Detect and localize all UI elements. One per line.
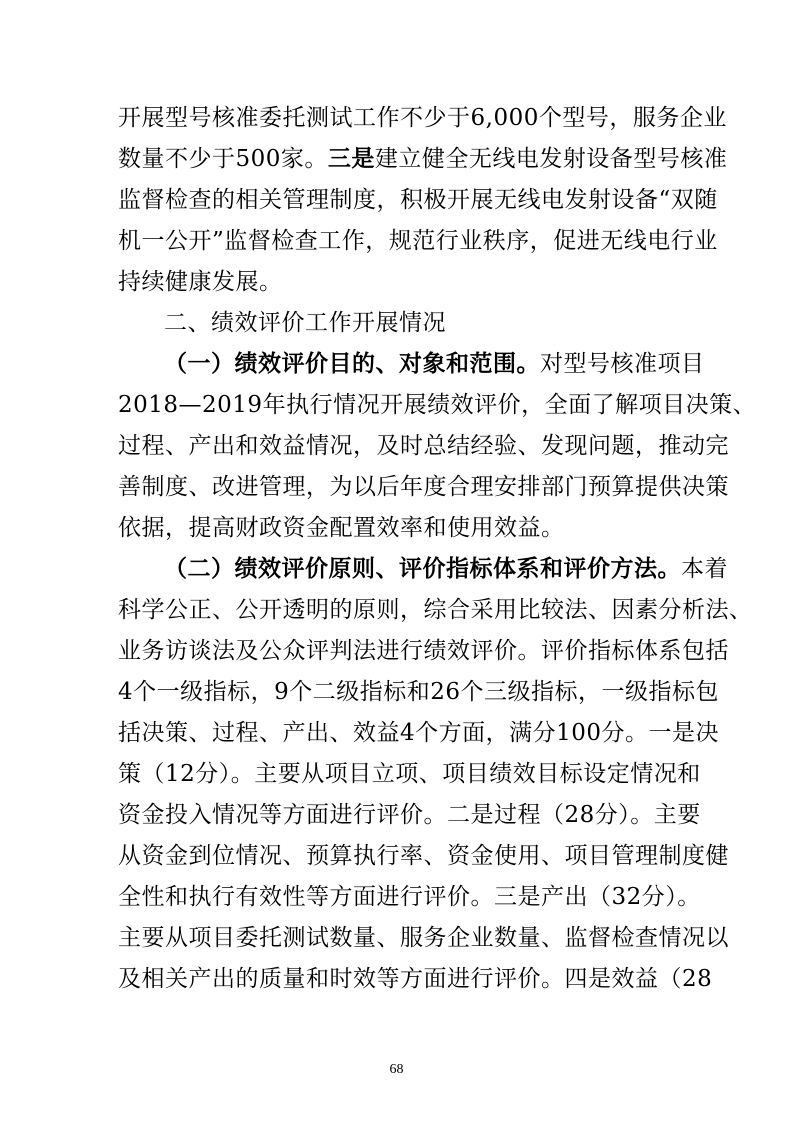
text-line: 2018—2019年执行情况开展绩效评价，全面了解项目决策、: [118, 392, 757, 418]
text-line: 持续健康发展。: [118, 269, 283, 295]
text-run: 建立健全无线电发射设备型号核准: [374, 146, 728, 172]
text-line: 括决策、过程、产出、效益4个方面，满分100分。一是决: [118, 720, 720, 746]
text-line: 全性和执行有效性等方面进行评价。三是产出（32分）。: [118, 884, 701, 910]
text-line: 主要从项目委托测试数量、服务企业数量、监督检查情况以: [118, 925, 729, 951]
text-line: 科学公正、公开透明的原则，综合采用比较法、因素分析法、: [118, 597, 753, 623]
subsection-heading: （一）绩效评价目的、对象和范围。: [164, 351, 540, 377]
text-line: [118, 141, 728, 177]
text-line: 过程、产出和效益情况，及时总结经验、发现问题，推动完: [118, 433, 729, 459]
subsection-heading: （二）绩效评价原则、评价指标体系和评价方法。: [164, 556, 681, 582]
text-line: 业务访谈法及公众评判法进行绩效评价。评价指标体系包括: [118, 638, 729, 664]
text-run: 对型号核准项目: [540, 351, 705, 377]
text-line: [164, 551, 728, 587]
text-run: 数量不少于500家。: [118, 146, 328, 172]
text-line: 机一公开”监督检查工作，规范行业秩序，促进无线电行业: [118, 228, 718, 254]
text-line: 依据，提高财政资金配置效率和使用效益。: [118, 515, 565, 541]
text-line: 善制度、改进管理，为以后年度合理安排部门预算提供决策: [118, 474, 729, 500]
text-line: 及相关产出的质量和时效等方面进行评价。四是效益（28: [118, 966, 713, 992]
text-line: 开展型号核准委托测试工作不少于6,000个型号，服务企业: [118, 105, 727, 131]
text-line: 资金投入情况等方面进行评价。二是过程（28分）。主要: [118, 802, 701, 828]
text-line: 策（12分）。主要从项目立项、项目绩效目标设定情况和: [118, 761, 701, 787]
text-line: 从资金到位情况、预算执行率、资金使用、项目管理制度健: [118, 843, 729, 869]
page-number: 68: [389, 1062, 404, 1077]
section-heading: 二、绩效评价工作开展情况: [164, 310, 446, 336]
emphasis-text: 三是: [327, 146, 375, 172]
text-line: [164, 346, 705, 382]
text-line: 监督检查的相关管理制度，积极开展无线电发射设备“双随: [118, 187, 718, 213]
text-line: 4个一级指标，9个二级指标和26个三级指标，一级指标包: [118, 679, 720, 705]
text-run: 本着: [681, 556, 728, 582]
